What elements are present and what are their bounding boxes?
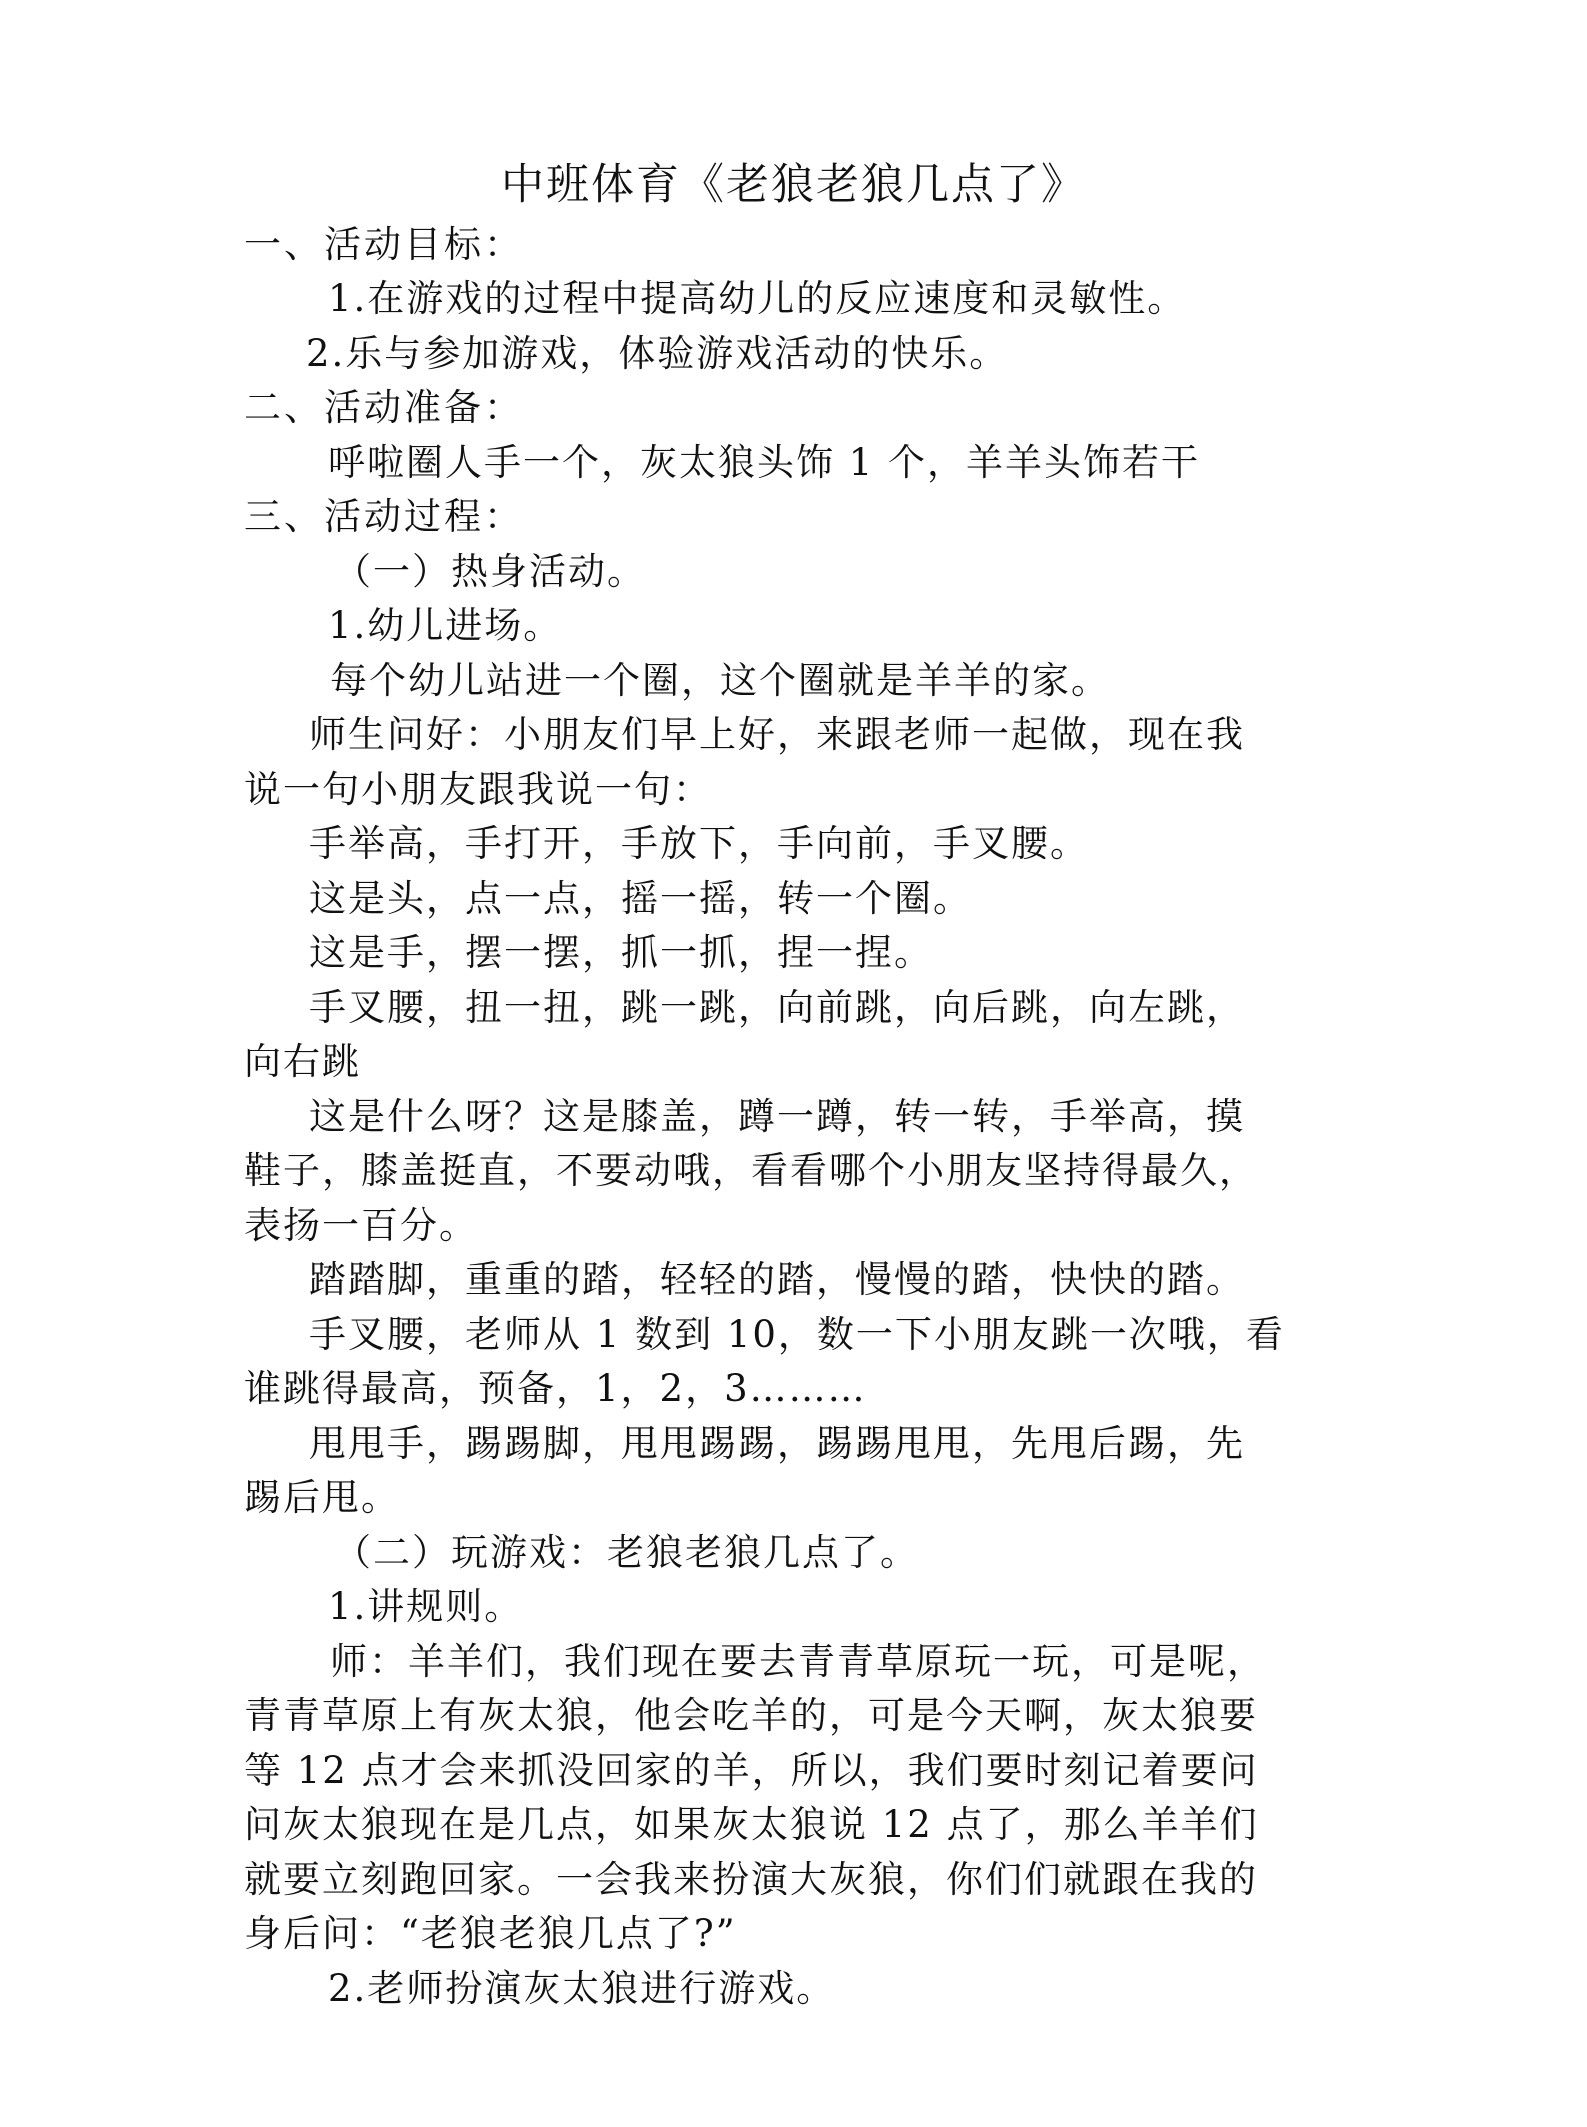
paragraph-line: 踢后甩。 — [244, 1476, 400, 1519]
step-enter: 1.幼儿进场。 — [328, 604, 563, 647]
paragraph-line: 师生问好：小朋友们早上好，来跟老师一起做，现在我 — [309, 713, 1245, 756]
paragraph-line: 谁跳得最高，预备，1，2，3……… — [244, 1367, 867, 1410]
paragraph-line: 青青草原上有灰太狼，他会吃羊的，可是今天啊，灰太狼要 — [244, 1694, 1258, 1737]
paragraph-line: 手叉腰，老师从 1 数到 10，数一下小朋友跳一次哦，看 — [309, 1313, 1285, 1356]
goal-item-2: 2.乐与参加游戏，体验游戏活动的快乐。 — [306, 332, 1009, 375]
step-teacher-plays-wolf: 2.老师扮演灰太狼进行游戏。 — [328, 1967, 836, 2010]
paragraph-line: 身后问：“老狼老狼几点了?” — [244, 1912, 737, 1955]
step-rules: 1.讲规则。 — [328, 1585, 524, 1628]
section-heading-goals: 一、活动目标： — [244, 223, 524, 266]
preparation-text: 呼啦圈人手一个，灰太狼头饰 1 个，羊羊头饰若干 — [328, 441, 1201, 484]
section-heading-process: 三、活动过程： — [244, 495, 524, 538]
paragraph-line: 师：羊羊们，我们现在要去青青草原玩一玩，可是呢， — [330, 1640, 1266, 1683]
paragraph-line: 问灰太狼现在是几点，如果灰太狼说 12 点了，那么羊羊们 — [244, 1803, 1259, 1846]
paragraph-line: 就要立刻跑回家。一会我来扮演大灰狼，你们们就跟在我的 — [244, 1858, 1258, 1901]
paragraph-line: 向右跳 — [244, 1040, 361, 1083]
paragraph-line: 每个幼儿站进一个圈，这个圈就是羊羊的家。 — [330, 659, 1110, 702]
paragraph-line: 等 12 点才会来抓没回家的羊，所以，我们要时刻记着要问 — [244, 1749, 1259, 1792]
document-title: 中班体育《老狼老狼几点了》 — [501, 160, 1086, 210]
subsection-game: （二）玩游戏：老狼老狼几点了。 — [334, 1531, 919, 1574]
paragraph-line: 鞋子，膝盖挺直，不要动哦，看看哪个小朋友坚持得最久， — [244, 1149, 1258, 1192]
section-heading-preparation: 二、活动准备： — [244, 386, 524, 429]
paragraph-line: 手举高，手打开，手放下，手向前，手叉腰。 — [309, 822, 1089, 865]
paragraph-line: 表扬一百分。 — [244, 1204, 478, 1247]
subsection-warmup: （一）热身活动。 — [334, 550, 646, 593]
paragraph-line: 踏踏脚，重重的踏，轻轻的踏，慢慢的踏，快快的踏。 — [309, 1258, 1245, 1301]
goal-item-1: 1.在游戏的过程中提高幼儿的反应速度和灵敏性。 — [328, 277, 1187, 320]
paragraph-line: 这是头，点一点，摇一摇，转一个圈。 — [309, 877, 972, 920]
paragraph-line: 甩甩手，踢踢脚，甩甩踢踢，踢踢甩甩，先甩后踢，先 — [309, 1422, 1245, 1465]
paragraph-line: 这是手，摆一摆，抓一抓，捏一捏。 — [309, 931, 933, 974]
paragraph-line: 这是什么呀？这是膝盖，蹲一蹲，转一转，手举高，摸 — [309, 1095, 1245, 1138]
paragraph-line: 手叉腰，扭一扭，跳一跳，向前跳，向后跳，向左跳， — [309, 986, 1245, 1029]
paragraph-line: 说一句小朋友跟我说一句： — [244, 768, 712, 811]
